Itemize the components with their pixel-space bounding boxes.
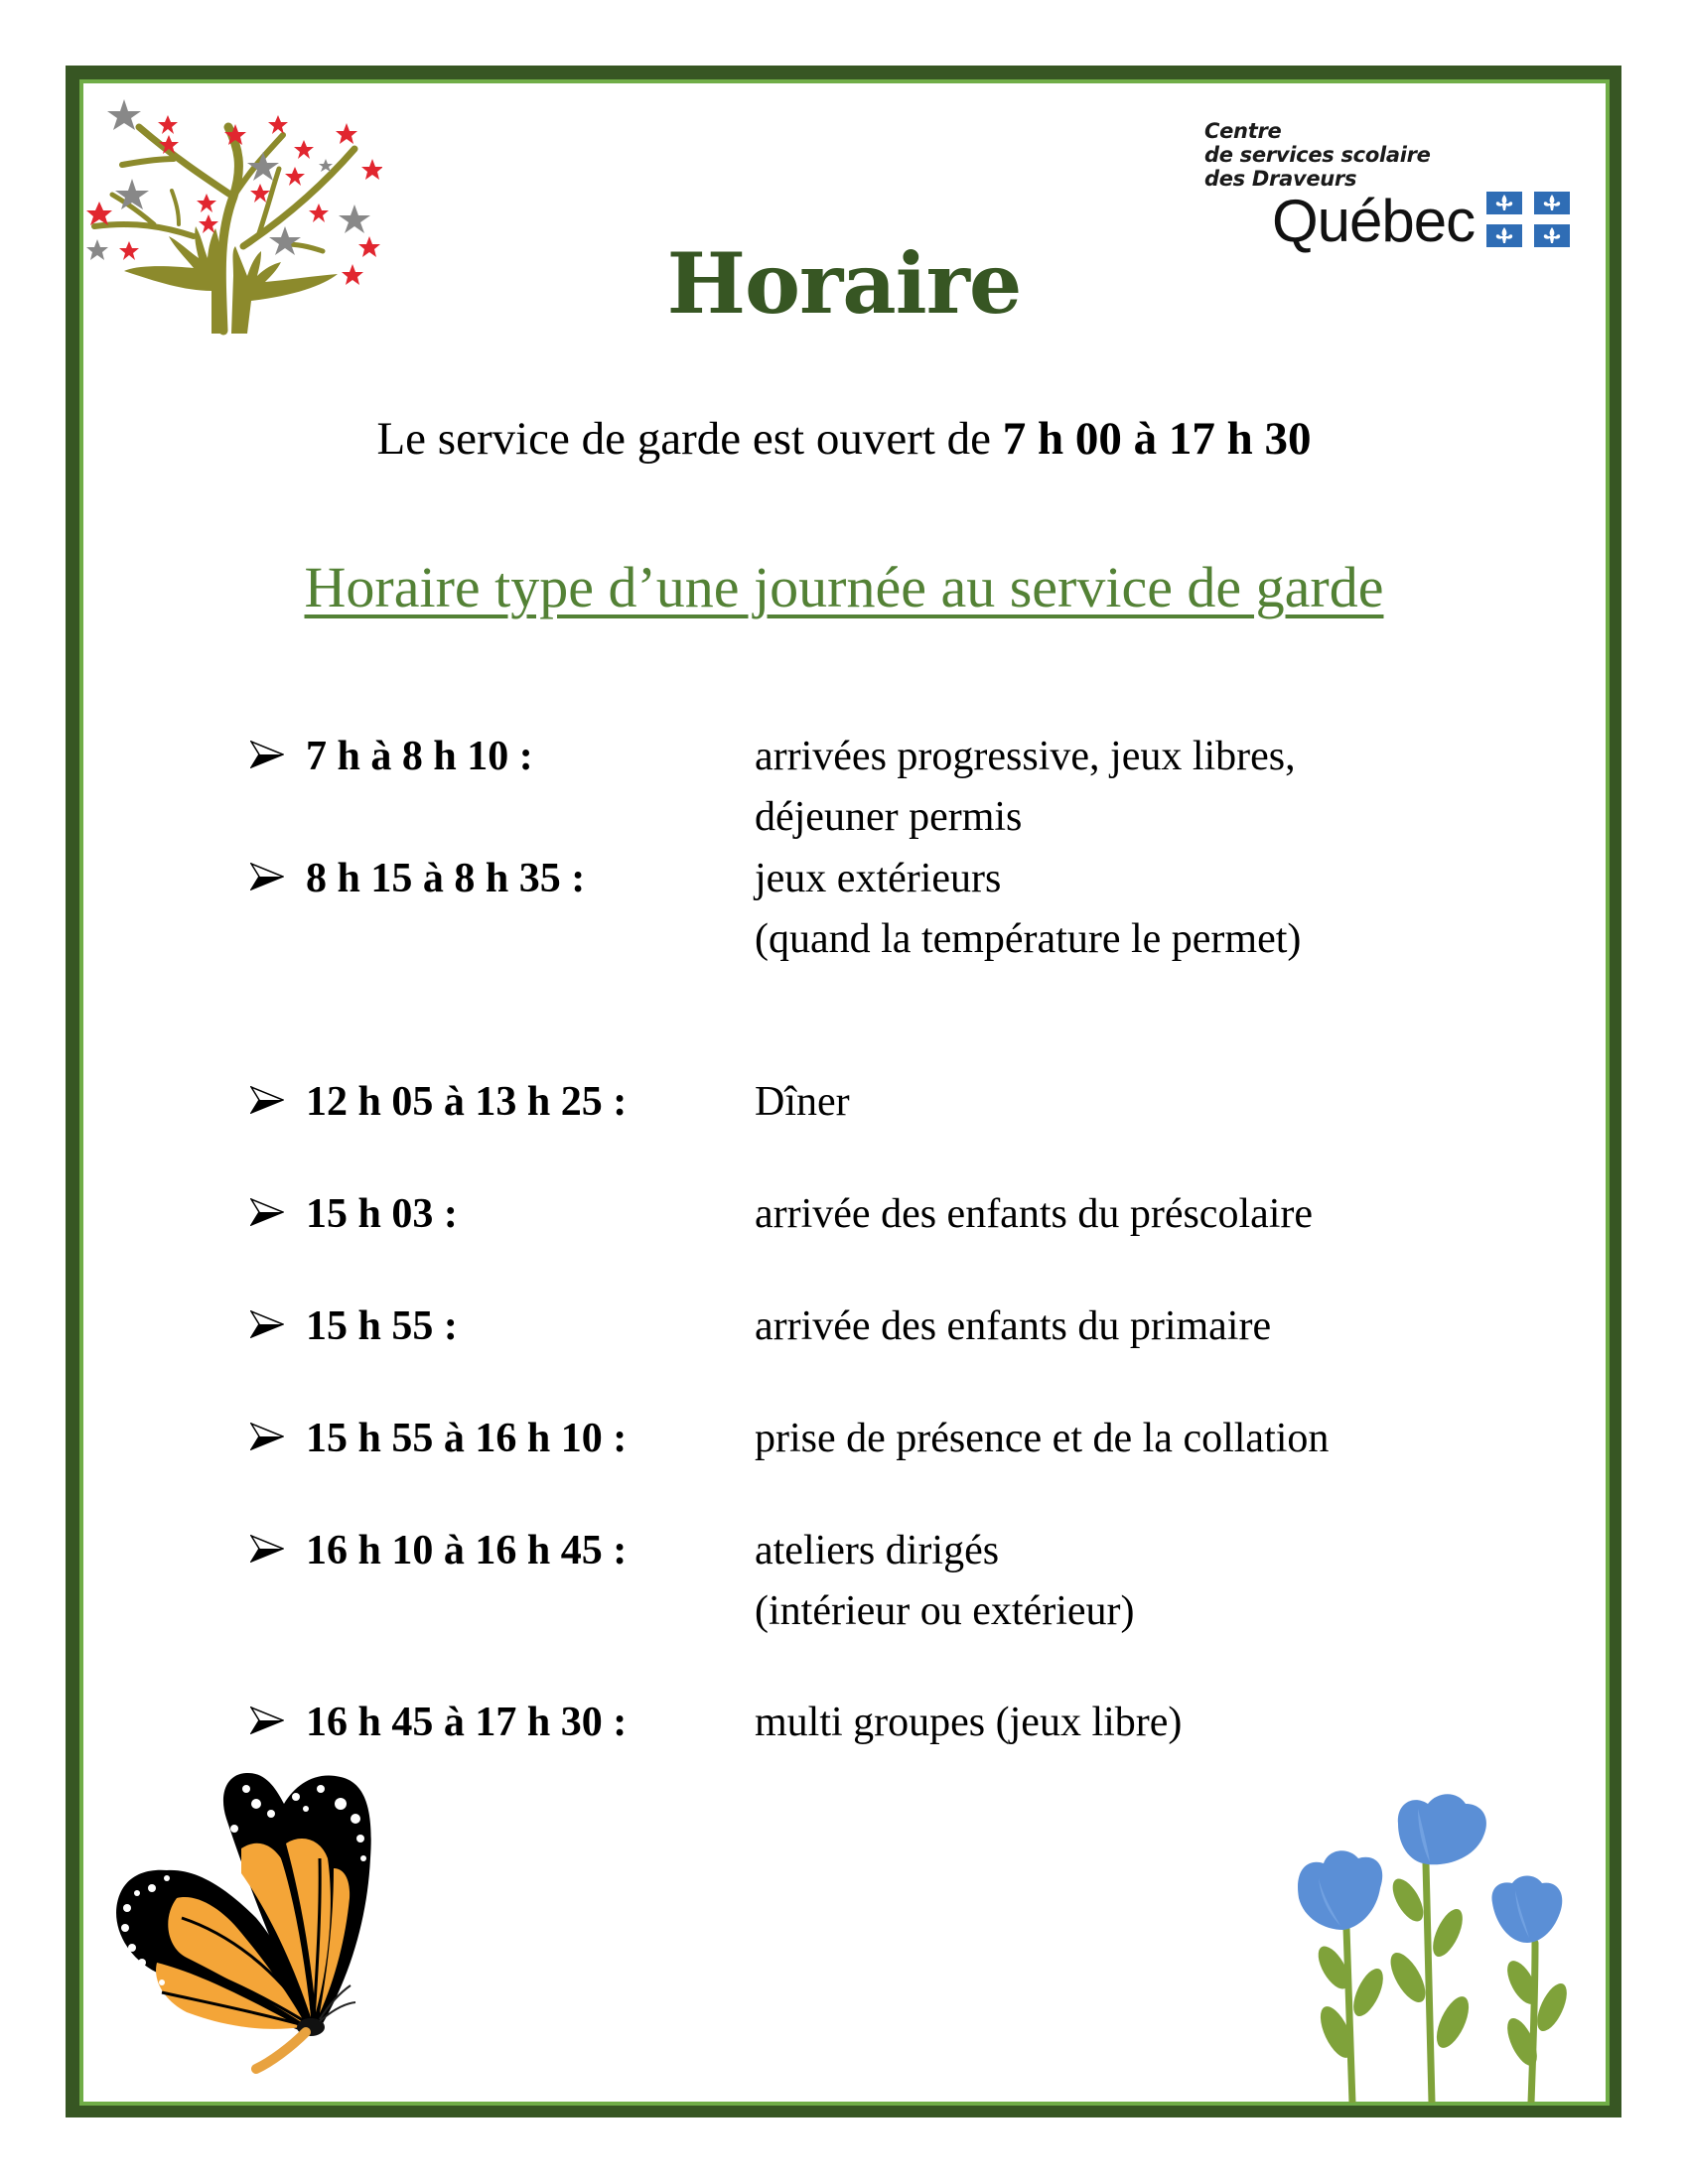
schedule-time: 15 h 03 : bbox=[306, 1191, 458, 1237]
schedule-time: 7 h à 8 h 10 : bbox=[306, 734, 533, 779]
logo-quebec-word: Québec bbox=[1272, 188, 1476, 254]
schedule-description-line: jeux extérieurs bbox=[755, 856, 1002, 901]
arrow-bullet-icon bbox=[250, 1706, 284, 1734]
arrow-bullet-icon bbox=[250, 863, 284, 890]
opening-hours-connector: à bbox=[1121, 413, 1169, 465]
schedule-time: 8 h 15 à 8 h 35 : bbox=[306, 856, 586, 901]
schedule-description bbox=[755, 1693, 1182, 1753]
schedule-time: 16 h 45 à 17 h 30 : bbox=[306, 1700, 628, 1745]
schedule-time: 15 h 55 : bbox=[306, 1303, 458, 1349]
arrow-bullet-icon bbox=[250, 1423, 284, 1450]
schedule-description bbox=[755, 727, 1296, 848]
schedule-description-line: (quand la température le permet) bbox=[755, 916, 1302, 962]
schedule-description-line: (intérieur ou extérieur) bbox=[755, 1588, 1135, 1634]
logo-line-1: Centre bbox=[1204, 119, 1282, 143]
schedule-time: 15 h 55 à 16 h 10 : bbox=[306, 1416, 628, 1461]
schedule-description-line: ateliers dirigés bbox=[755, 1528, 1000, 1573]
schedule-description-line: déjeuner permis bbox=[755, 794, 1023, 840]
arrow-bullet-icon bbox=[250, 1086, 284, 1114]
schedule-heading bbox=[0, 553, 1688, 622]
schedule-description bbox=[755, 1184, 1313, 1245]
schedule-description-line: prise de présence et de la collation bbox=[755, 1416, 1330, 1461]
schedule-description bbox=[755, 1297, 1271, 1357]
arrow-bullet-icon bbox=[250, 1535, 284, 1563]
schedule-description bbox=[755, 849, 1301, 970]
blue-flowers-illustration bbox=[1279, 1789, 1577, 2103]
schedule-description-line: multi groupes (jeux libre) bbox=[755, 1700, 1183, 1745]
schedule-time: 16 h 10 à 16 h 45 : bbox=[306, 1528, 628, 1573]
schedule-description bbox=[755, 1521, 1134, 1642]
logo-line-2: de services scolaire bbox=[1204, 143, 1431, 167]
schedule-description-line: arrivée des enfants du préscolaire bbox=[755, 1191, 1314, 1237]
opening-hours bbox=[0, 409, 1688, 469]
schedule-description bbox=[755, 1072, 850, 1133]
butterfly-illustration bbox=[107, 1759, 395, 2077]
arrow-bullet-icon bbox=[250, 1310, 284, 1338]
schedule-time: 12 h 05 à 13 h 25 : bbox=[306, 1079, 628, 1125]
schedule-heading-text: Horaire type d’une journée au service de garde bbox=[304, 555, 1384, 619]
schedule-description-line: arrivées progressive, jeux libres, bbox=[755, 734, 1296, 779]
schedule-description bbox=[755, 1409, 1329, 1469]
schedule-description-line: Dîner bbox=[755, 1079, 850, 1125]
opening-time: 7 h 00 bbox=[1002, 413, 1122, 465]
closing-time: 17 h 30 bbox=[1168, 413, 1312, 465]
logo-line-3: des Draveurs bbox=[1204, 167, 1357, 191]
schedule-description-line: arrivée des enfants du primaire bbox=[755, 1303, 1272, 1349]
opening-hours-prefix: Le service de garde est ouvert de bbox=[376, 413, 1003, 465]
arrow-bullet-icon bbox=[250, 741, 284, 768]
page-title: Horaire bbox=[666, 234, 1022, 333]
arrow-bullet-icon bbox=[250, 1198, 284, 1226]
